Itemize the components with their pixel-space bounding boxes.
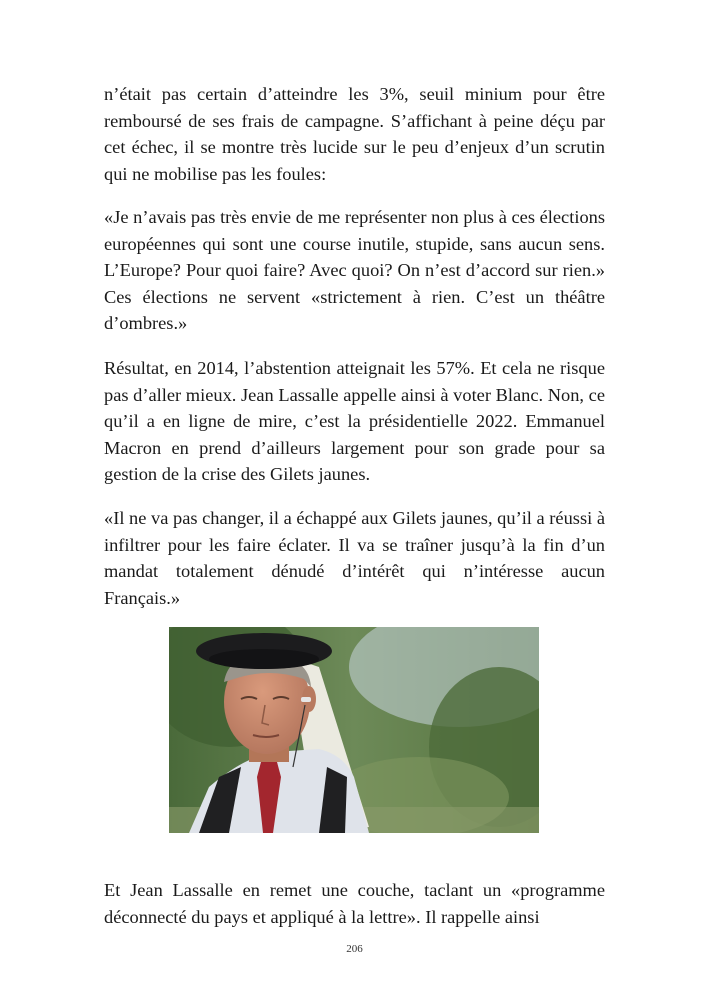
photo-man-in-beret (169, 627, 539, 833)
page-number: 206 (346, 943, 363, 955)
paragraph-4-quote: «Il ne va pas changer, il a échappé aux Gilets jaunes, qu’il a réussi à infiltrer pour les faire éclater. Il va se traîner jusqu’à la fin d’un mandat totalement dénudé d’intérêt qui n’intéresse aucun Français.» (104, 508, 605, 608)
paragraph-1: n’était pas certain d’atteindre les 3%, seuil minium pour être remboursé de ses frais de campagne. S’affichant à peine déçu par cet échec, il se montre très lucide sur le peu d’enjeux d’un scrutin qui ne mobilise pas les foules: (104, 84, 605, 184)
paragraph-3: Résultat, en 2014, l’abstention atteignait les 57%. Et cela ne risque pas d’aller mieux. Jean Lassalle appelle ainsi à voter Blanc. Non, ce qu’il a en ligne de mire, c’est la présidentielle 2022. Emmanuel Macron en prend d’ailleurs largement pour son grade pour sa gestion de la crise des Gilets jaunes. (104, 358, 605, 484)
paragraph-2-quote: «Je n’avais pas très envie de me représenter non plus à ces élections européennes qui sont une course inutile, stupide, sans aucun sens. L’Europe? Pour quoi faire? Avec quoi? On n’est d’accord sur rien.» Ces élections ne servent «strictement à rien. C’est un théâtre d’ombres.» (104, 207, 605, 333)
paragraph-5: Et Jean Lassalle en remet une couche, taclant un «programme déconnecté du pays et appliqué à la lettre». Il rappelle ainsi (104, 880, 605, 927)
